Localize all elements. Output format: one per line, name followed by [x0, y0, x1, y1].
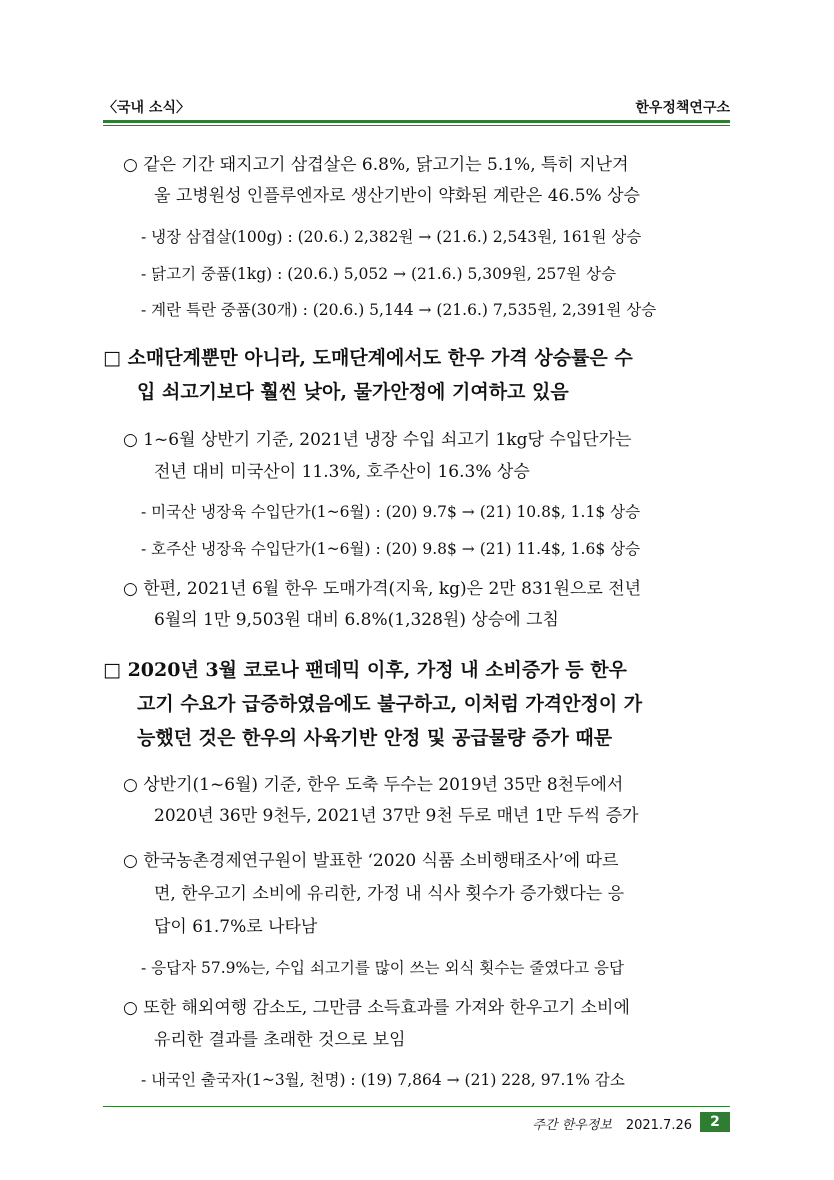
page-header — [103, 97, 730, 119]
organization-name: 한우정책연구소 — [635, 100, 730, 116]
footer-rule — [103, 1106, 730, 1107]
section-heading-line: 입 쇠고기보다 훨씬 낮아, 물가안정에 기여하고 있음 — [137, 381, 569, 403]
page-footer — [103, 1112, 730, 1136]
body-line: ○ 같은 기간 돼지고기 삼겹살은 6.8%, 닭고기는 5.1%, 특히 지난겨 — [123, 155, 629, 175]
body-line: ○ 한국농촌경제연구원이 발표한 ‘2020 식품 소비행태조사’에 따르 — [123, 851, 619, 871]
body-line: 2020년 36만 9천두, 2021년 37만 9천 두로 매년 1만 두씩 증가 — [154, 806, 639, 826]
body-line: 면, 한우고기 소비에 유리한, 가정 내 식사 횟수가 증가했다는 응 — [154, 884, 624, 904]
body-line: 울 고병원성 인플루엔자로 생산기반이 약화된 계란은 46.5% 상승 — [154, 186, 640, 206]
body-line: 전년 대비 미국산이 11.3%, 호주산이 16.3% 상승 — [154, 462, 530, 482]
page-number: 2 — [700, 1112, 730, 1132]
publication-date: 2021.7.26 — [625, 1118, 692, 1133]
header-rule-thin — [103, 125, 730, 126]
body-line: ○ 상반기(1~6월) 기준, 한우 도축 두수는 2019년 35만 8천두에서 — [123, 775, 624, 795]
body-line: 6월의 1만 9,503원 대비 6.8%(1,328원) 상승에 그침 — [154, 610, 559, 630]
body-line: - 미국산 냉장육 수입단가(1~6월) : (20) 9.7$ → (21) 10.8$, 1.1$ 상승 — [141, 503, 641, 521]
body-line: 유리한 결과를 초래한 것으로 보임 — [154, 1030, 406, 1050]
body-line: - 냉장 삼겹살(100g) : (20.6.) 2,382원 → (21.6.) 2,543원, 161원 상승 — [141, 228, 642, 246]
header-rule — [103, 120, 730, 123]
publication-name: 주간 한우정보 2021.7.26 — [532, 1118, 692, 1133]
body-line: ○ 한편, 2021년 6월 한우 도매가격(지육, kg)은 2만 831원으로 전년 — [123, 579, 642, 599]
section-heading-line: □ 소매단계뿐만 아니라, 도매단계에서도 한우 가격 상승률은 수 — [103, 347, 633, 369]
body-line: 답이 61.7%로 나타남 — [154, 917, 318, 937]
section-heading-line: 능했던 것은 한우의 사육기반 안정 및 공급물량 증가 때문 — [137, 727, 613, 749]
section-label: 〈국내 소식〉 — [103, 100, 190, 116]
body-line: - 내국인 출국자(1~3월, 천명) : (19) 7,864 → (21) 228, 97.1% 감소 — [141, 1071, 625, 1089]
body-line: ○ 1~6월 상반기 기준, 2021년 냉장 수입 쇠고기 1kg당 수입단가는 — [123, 430, 632, 450]
body-line: - 호주산 냉장육 수입단가(1~6월) : (20) 9.8$ → (21) 11.4$, 1.6$ 상승 — [141, 540, 641, 558]
body-line: ○ 또한 해외여행 감소도, 그만큼 소득효과를 가져와 한우고기 소비에 — [123, 998, 630, 1018]
body-line: - 응답자 57.9%는, 수입 쇠고기를 많이 쓰는 외식 횟수는 줄였다고 응답 — [141, 959, 625, 977]
section-heading-line: □ 2020년 3월 코로나 팬데믹 이후, 가정 내 소비증가 등 한우 — [103, 659, 627, 681]
body-line: - 계란 특란 중품(30개) : (20.6.) 5,144 → (21.6.) 7,535원, 2,391원 상승 — [141, 301, 657, 319]
body-line: - 닭고기 중품(1kg) : (20.6.) 5,052 → (21.6.) 5,309원, 257원 상승 — [141, 265, 617, 283]
section-heading-line: 고기 수요가 급증하였음에도 불구하고, 이처럼 가격안정이 가 — [137, 693, 643, 715]
